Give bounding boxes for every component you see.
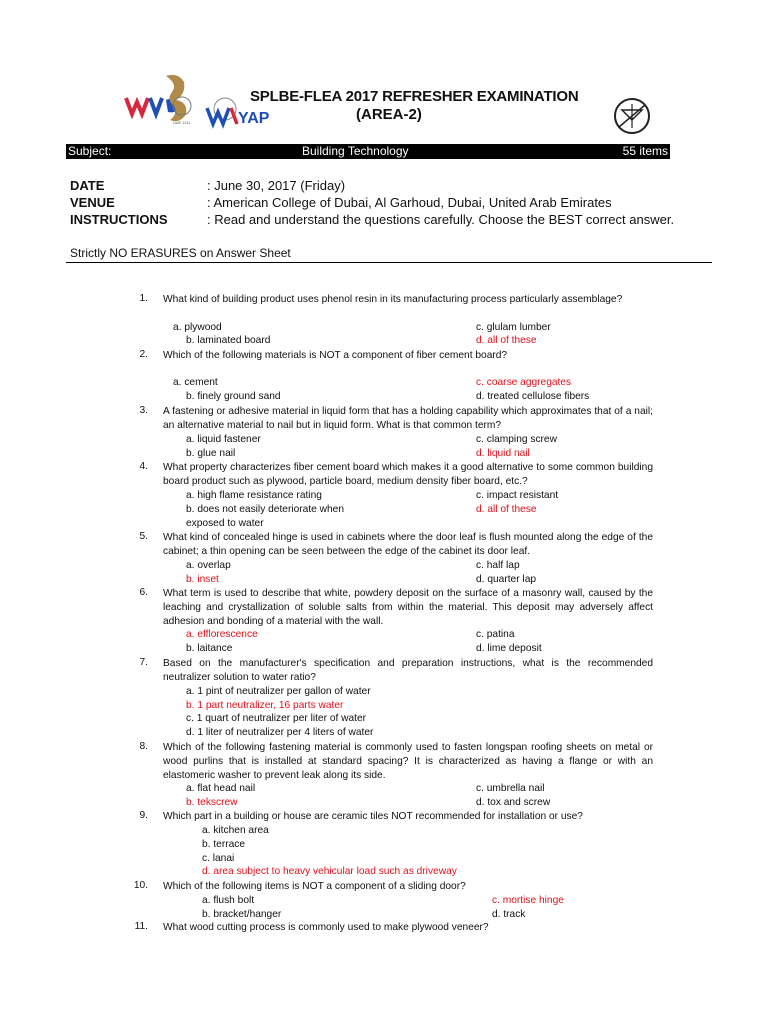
exam-title: SPLBE-FLEA 2017 REFRESHER EXAMINATION xyxy=(250,88,579,105)
question-text: Which of the following materials is NOT a component of fiber cement board? xyxy=(163,350,508,361)
correct-answer: d. area subject to heavy vehicular load such as driveway xyxy=(202,866,457,877)
question-number: 4. xyxy=(139,461,148,472)
date-label: DATE xyxy=(70,178,105,193)
correct-answer: a. efflorescence xyxy=(186,629,258,640)
question-number: 3. xyxy=(139,405,148,416)
exam-subtitle: (AREA-2) xyxy=(356,106,422,123)
institute-logo xyxy=(122,70,204,128)
question-number: 9. xyxy=(139,810,148,821)
question-text: What term is used to describe that white, powdery deposit on the surface of a masonry wall, caused by the leaching and crystallization of soluble salts from within the material. This deposit may adversely affect adhesion and bonding of a material with the wall. xyxy=(163,588,653,627)
question-text: Which part in a building or house are ceramic tiles NOT recommended for installation or use? xyxy=(163,811,583,822)
answer-option: a. 1 pint of neutralizer per gallon of water xyxy=(186,686,371,697)
answer-option: d. quarter lap xyxy=(476,574,537,585)
divider xyxy=(66,262,712,263)
instructions-label: INSTRUCTIONS xyxy=(70,212,168,227)
answer-option: a. flush bolt xyxy=(202,895,255,906)
question-text: What property characterizes fiber cement board which makes it a good alternative to some common building board product such as plywood, particle board, medium density fiber board, etc.? xyxy=(163,462,653,487)
answer-option: a. liquid fastener xyxy=(186,434,261,445)
question-text: A fastening or adhesive material in liquid form that has a holding capability which approximates that of a nail; an alternative material to nail but in liquid form. What is that common term? xyxy=(163,406,653,431)
question-number: 2. xyxy=(139,349,148,360)
question-number: 11. xyxy=(134,921,148,932)
subject-bar xyxy=(66,144,670,159)
answer-option: b. terrace xyxy=(202,839,246,850)
answer-option: a. cement xyxy=(173,377,218,388)
strict-note: Strictly NO ERASURES on Answer Sheet xyxy=(70,246,291,260)
answer-option: b. does not easily deteriorate when exposed to water xyxy=(186,504,345,529)
question-text: What wood cutting process is commonly used to make plywood veneer? xyxy=(163,922,489,933)
answer-option: a. overlap xyxy=(186,560,231,571)
question-number: 1. xyxy=(139,293,148,304)
answer-option: c. 1 quart of neutralizer per liter of water xyxy=(186,713,367,724)
answer-option: d. track xyxy=(492,909,526,920)
answer-option: b. finely ground sand xyxy=(186,391,281,402)
question-number: 8. xyxy=(139,741,148,752)
question-text: What kind of concealed hinge is used in cabinets where the door leaf is flush mounted along the edge of the cabinet; a thin opening can be seen between the edge of the cabinet its door leaf. xyxy=(163,532,653,557)
question-text: Which of the following items is NOT a component of a sliding door? xyxy=(163,881,466,892)
venue-value: : American College of Dubai, Al Garhoud, Dubai, United Arab Emirates xyxy=(207,195,612,210)
answer-option: d. 1 liter of neutralizer per 4 liters of water xyxy=(186,727,374,738)
venue-label: VENUE xyxy=(70,195,115,210)
correct-answer: c. mortise hinge xyxy=(492,895,564,906)
correct-answer: b. 1 part neutralizer, 16 parts water xyxy=(186,700,344,711)
answer-option: c. patina xyxy=(476,629,515,640)
answer-option: d. tox and screw xyxy=(476,797,551,808)
question-number: 10. xyxy=(133,880,148,891)
question-text: Which of the following fastening material is commonly used to fasten longspan roofing sheets on metal or wood purlins that is installed at standard spacing? It is characterized as having a flange or with an elastomeric washer to prevent leak along its side. xyxy=(163,742,653,781)
date-value: : June 30, 2017 (Friday) xyxy=(207,178,346,193)
correct-answer: d. all of these xyxy=(476,504,537,515)
correct-answer: b. inset xyxy=(186,574,219,585)
correct-answer: b. tekscrew xyxy=(186,797,238,808)
question-number: 6. xyxy=(139,587,148,598)
question-text: Based on the manufacturer's specification and preparation instructions, what is the recommended neutralizer solution to water ratio? xyxy=(163,658,653,683)
answer-option: c. glulam lumber xyxy=(476,322,551,333)
answer-option: b. bracket/hanger xyxy=(202,909,282,920)
answer-option: c. impact resistant xyxy=(476,490,559,501)
question-number: 7. xyxy=(139,657,148,668)
correct-answer: d. liquid nail xyxy=(476,448,530,459)
svg-text:UAE 1111: UAE 1111 xyxy=(173,120,191,125)
logo-text: YAP xyxy=(238,110,270,127)
question-number: 5. xyxy=(139,531,148,542)
answer-option: b. glue nail xyxy=(186,448,236,459)
answer-option: a. flat head nail xyxy=(186,783,256,794)
correct-answer: c. coarse aggregates xyxy=(476,377,572,388)
answer-option: d. treated cellulose fibers xyxy=(476,391,590,402)
subject-name: Building Technology xyxy=(302,144,409,158)
answer-option: a. high flame resistance rating xyxy=(186,490,322,501)
answer-option: c. half lap xyxy=(476,560,520,571)
answer-option: b. laminated board xyxy=(186,335,271,346)
answer-option: c. clamping screw xyxy=(476,434,557,445)
item-count: 55 items xyxy=(622,144,668,158)
correct-answer: d. all of these xyxy=(476,335,537,346)
instructions-value: : Read and understand the questions carefully. Choose the BEST correct answer. xyxy=(207,212,675,227)
answer-option: b. laitance xyxy=(186,643,233,654)
answer-option: a. kitchen area xyxy=(202,825,269,836)
answer-option: c. umbrella nail xyxy=(476,783,545,794)
answer-option: c. lanai xyxy=(202,853,235,864)
subject-label: Subject: xyxy=(68,144,112,158)
answer-option: a. plywood xyxy=(173,322,222,333)
question-text: What kind of building product uses phenol resin in its manufacturing process particularly assemblage? xyxy=(163,294,623,305)
answer-option: d. lime deposit xyxy=(476,643,542,654)
seal-icon xyxy=(610,96,654,136)
